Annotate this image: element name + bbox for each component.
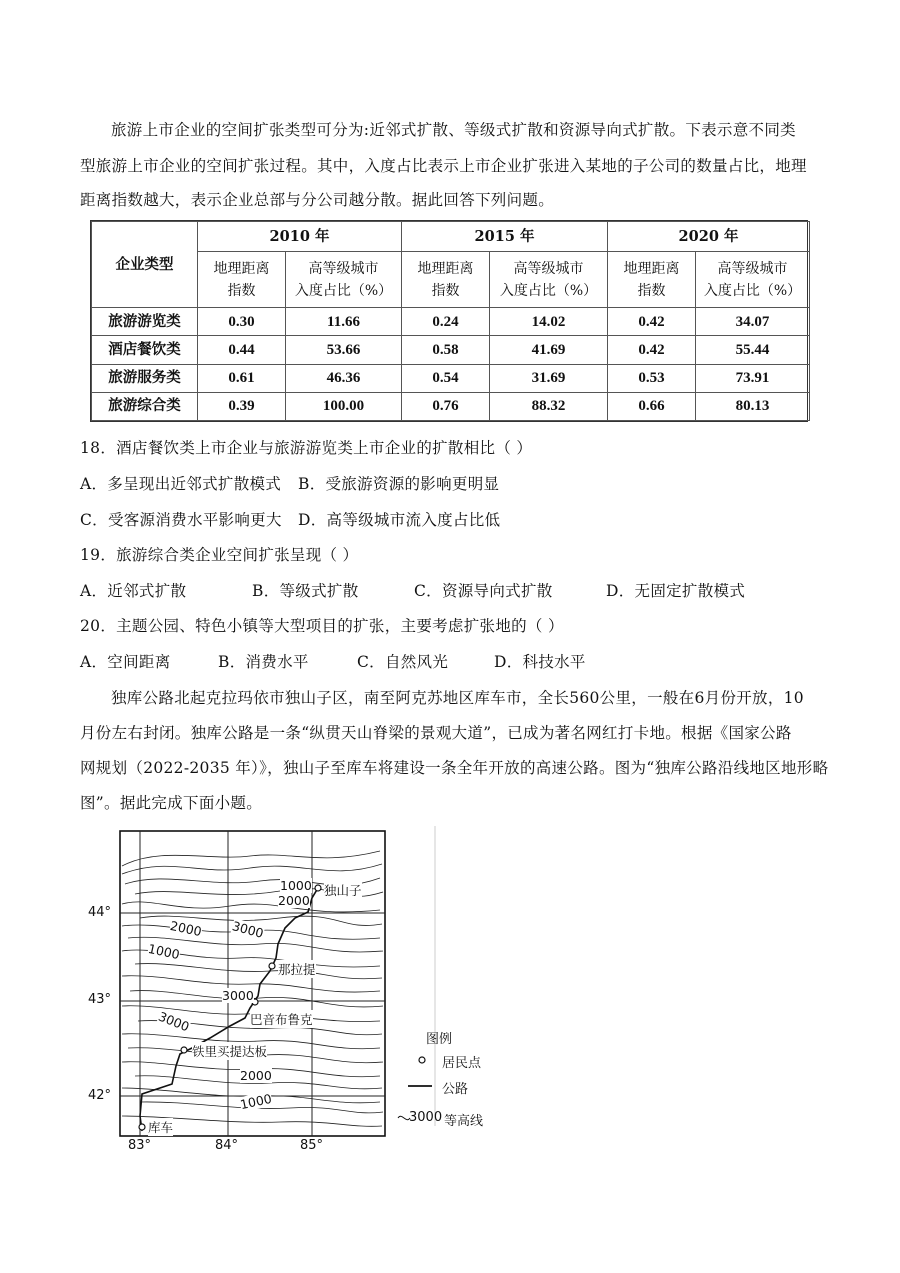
map-drawing	[80, 826, 520, 1156]
intro2-line-3: 网规划（2022-2035 年）》，独山子至库车将建设一条全年开放的高速公路。图为“独库公路沿线地区地形略	[80, 759, 829, 777]
intro2-line-2: 月份左右封闭。独库公路是一条“纵贯天山脊梁的景观大道”，已成为著名网红打卡地。根据《国家公路	[80, 724, 792, 742]
cell: 80.13	[696, 392, 810, 420]
intro-line-3: 距离指数越大，表示企业总部与分公司越分散。据此回答下列问题。	[80, 191, 555, 209]
legend-settlement-label: 居民点	[442, 1056, 482, 1071]
intro2-line-1: 独库公路北起克拉玛依市独山子区，南至阿克苏地区库车市，全长560公里，一般在6月份开放，10	[111, 689, 804, 707]
header-year-2020: 2020 年	[608, 222, 810, 252]
cell: 31.69	[490, 364, 608, 392]
cell: 100.00	[286, 392, 402, 420]
terrain-map	[80, 826, 520, 1156]
label-tielimaitidaban: 铁里买提达板	[192, 1044, 268, 1059]
settlement-nalati	[269, 963, 275, 969]
cell: 0.44	[198, 336, 286, 364]
subheader-city-share: 高等级城市 入度占比（%）	[286, 252, 402, 308]
cell: 0.24	[402, 308, 490, 336]
q18-option-a[interactable]: A．多呈现出近邻式扩散模式	[80, 475, 282, 493]
intro-line-2: 型旅游上市企业的空间扩张过程。其中，入度占比表示上市企业扩张进入某地的子公司的数量占比，地理	[80, 157, 807, 175]
q18-option-c[interactable]: C．受客源消费水平影响更大	[80, 511, 282, 529]
subheader-distance: 地理距离 指数	[402, 252, 490, 308]
contour-label: 3000	[222, 988, 254, 1003]
table-row	[92, 392, 810, 420]
lat-label-42: 42°	[88, 1088, 112, 1103]
cell: 88.32	[490, 392, 608, 420]
cell: 0.54	[402, 364, 490, 392]
cell: 0.53	[608, 364, 696, 392]
cell: 0.30	[198, 308, 286, 336]
cell: 46.36	[286, 364, 402, 392]
cell: 0.61	[198, 364, 286, 392]
cell: 55.44	[696, 336, 810, 364]
contour-label: 3000	[230, 918, 266, 941]
subheader-city-share: 高等级城市 入度占比（%）	[490, 252, 608, 308]
label-nalati: 那拉提	[278, 962, 316, 977]
subheader-distance: 地理距离 指数	[608, 252, 696, 308]
contour-label: 3000	[156, 1008, 192, 1035]
q20-option-b[interactable]: B．消费水平	[218, 653, 309, 671]
q18-option-d[interactable]: D．高等级城市流入度占比低	[298, 511, 501, 529]
question-19-stem: 19．旅游综合类企业空间扩张呈现（ ）	[80, 546, 359, 564]
expansion-table	[90, 220, 808, 422]
settlement-tielimaitidaban	[181, 1047, 187, 1053]
row-type: 旅游游览类	[92, 308, 198, 336]
subheader-distance: 地理距离 指数	[198, 252, 286, 308]
label-bayinbuluke: 巴音布鲁克	[250, 1012, 313, 1027]
q20-option-d[interactable]: D．科技水平	[494, 653, 586, 671]
q19-option-a[interactable]: A．近邻式扩散	[80, 582, 187, 600]
legend-contour-value: 3000	[409, 1110, 443, 1125]
settlement-dushanzi	[315, 885, 321, 891]
lon-label-83: 83°	[128, 1138, 152, 1153]
question-20-stem: 20．主题公园、特色小镇等大型项目的扩张，主要考虑扩张地的（ ）	[80, 617, 564, 635]
cell: 0.42	[608, 336, 696, 364]
q20-option-a[interactable]: A．空间距离	[80, 653, 171, 671]
label-dushanzi: 独山子	[324, 883, 362, 898]
label-kuche: 库车	[148, 1120, 174, 1135]
contour-label: 2000	[240, 1068, 272, 1083]
contour-label: 2000	[168, 917, 204, 940]
table-row	[92, 308, 810, 336]
table-row	[92, 336, 810, 364]
q18-option-b[interactable]: B．受旅游资源的影响更明显	[298, 475, 500, 493]
cell: 0.66	[608, 392, 696, 420]
contour-label: 1000	[146, 940, 182, 963]
cell: 0.58	[402, 336, 490, 364]
row-type: 旅游服务类	[92, 364, 198, 392]
cell: 0.42	[608, 308, 696, 336]
header-year-2010: 2010 年	[198, 222, 402, 252]
header-year-2015: 2015 年	[402, 222, 608, 252]
contour-label: 1000	[238, 1090, 274, 1113]
lat-label-44: 44°	[88, 905, 112, 920]
cell: 73.91	[696, 364, 810, 392]
cell: 14.02	[490, 308, 608, 336]
legend-contour-label: 等高线	[444, 1114, 484, 1129]
table-row	[92, 364, 810, 392]
cell: 0.39	[198, 392, 286, 420]
cell: 11.66	[286, 308, 402, 336]
question-18-stem: 18．酒店餐饮类上市企业与旅游游览类上市企业的扩散相比（ ）	[80, 439, 533, 457]
cell: 41.69	[490, 336, 608, 364]
cell: 53.66	[286, 336, 402, 364]
q20-option-c[interactable]: C．自然风光	[357, 653, 449, 671]
intro2-line-4: 图”。据此完成下面小题。	[80, 794, 263, 812]
lat-label-43: 43°	[88, 992, 112, 1007]
header-enterprise-type: 企业类型	[92, 222, 198, 308]
legend-title: 图例	[426, 1032, 453, 1047]
row-type: 旅游综合类	[92, 392, 198, 420]
subheader-city-share: 高等级城市 入度占比（%）	[696, 252, 810, 308]
legend-road-label: 公路	[442, 1082, 469, 1097]
lon-label-85: 85°	[300, 1138, 324, 1153]
row-type: 酒店餐饮类	[92, 336, 198, 364]
lon-label-84: 84°	[215, 1138, 239, 1153]
q19-option-d[interactable]: D．无固定扩散模式	[606, 582, 746, 600]
q19-option-c[interactable]: C．资源导向式扩散	[414, 582, 553, 600]
settlement-kuche	[139, 1124, 145, 1130]
q19-option-b[interactable]: B．等级式扩散	[252, 582, 359, 600]
cell: 34.07	[696, 308, 810, 336]
legend-settlement-symbol	[419, 1057, 425, 1063]
cell: 0.76	[402, 392, 490, 420]
contour-label: 1000	[280, 878, 312, 893]
intro-line-1: 旅游上市企业的空间扩张类型可分为:近邻式扩散、等级式扩散和资源导向式扩散。下表示意不同类	[111, 121, 796, 139]
contour-label: 2000	[278, 893, 310, 908]
